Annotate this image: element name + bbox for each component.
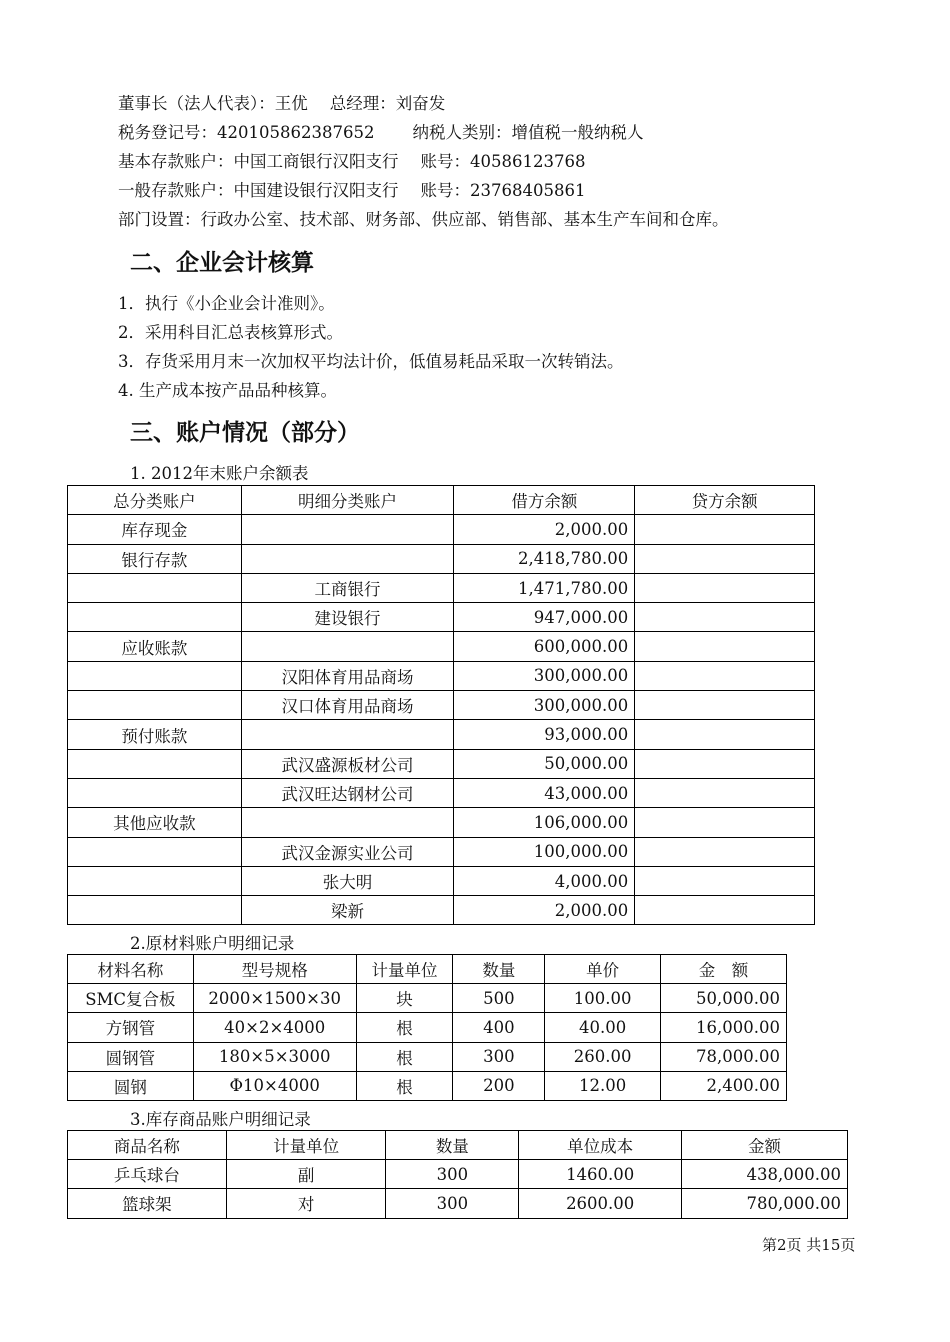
inventory-goods-header bbox=[68, 1131, 848, 1160]
table-cell: 1,471,780.00 bbox=[454, 573, 635, 602]
table-cell bbox=[635, 896, 815, 925]
table-cell: 40×2×4000 bbox=[193, 1013, 356, 1042]
table-cell: 300 bbox=[386, 1160, 519, 1189]
table2-caption: 2.原材料账户明细记录 bbox=[130, 934, 295, 953]
raw-materials-row bbox=[68, 984, 787, 1013]
table-cell: 300,000.00 bbox=[454, 661, 635, 690]
tax-id-text: 税务登记号：420105862387652 bbox=[118, 123, 375, 142]
table-cell: 400 bbox=[453, 1013, 545, 1042]
table-cell bbox=[635, 603, 815, 632]
balance-table bbox=[67, 485, 815, 925]
balance-table-row bbox=[68, 632, 815, 661]
table-cell bbox=[68, 896, 242, 925]
table-cell: 篮球架 bbox=[68, 1189, 227, 1218]
table-cell: 100,000.00 bbox=[454, 837, 635, 866]
table-cell bbox=[635, 808, 815, 837]
table-cell: 600,000.00 bbox=[454, 632, 635, 661]
table-cell: 根 bbox=[356, 1042, 453, 1071]
header-unit-cost: 单位成本 bbox=[519, 1131, 682, 1160]
header-spec: 型号规格 bbox=[193, 955, 356, 984]
table-cell: 武汉旺达钢材公司 bbox=[241, 778, 454, 807]
table-cell: 预付账款 bbox=[68, 720, 242, 749]
table-cell: 武汉金源实业公司 bbox=[241, 837, 454, 866]
table-cell: 500 bbox=[453, 984, 545, 1013]
table-cell bbox=[68, 837, 242, 866]
balance-table-row bbox=[68, 603, 815, 632]
table-cell: 乒乓球台 bbox=[68, 1160, 227, 1189]
general-account-number: 账号：23768405861 bbox=[420, 181, 586, 200]
table-cell: 2,000.00 bbox=[454, 896, 635, 925]
section2-item-3: 3．存货采用月末一次加权平均法计价，低值易耗品采取一次转销法。 bbox=[118, 352, 624, 371]
table-cell: 300,000.00 bbox=[454, 691, 635, 720]
table-cell: 300 bbox=[453, 1042, 545, 1071]
balance-table-row bbox=[68, 749, 815, 778]
balance-table-row bbox=[68, 691, 815, 720]
table-cell bbox=[635, 720, 815, 749]
balance-table-row bbox=[68, 573, 815, 602]
general-account-text: 一般存款账户：中国建设银行汉阳支行 bbox=[118, 181, 399, 200]
table-cell: 2000×1500×30 bbox=[193, 984, 356, 1013]
table-cell: 93,000.00 bbox=[454, 720, 635, 749]
table-cell: 工商银行 bbox=[241, 573, 454, 602]
table-cell: 2,000.00 bbox=[454, 515, 635, 544]
balance-table-row bbox=[68, 808, 815, 837]
table-cell bbox=[241, 720, 454, 749]
manager-text: 总经理：刘奋发 bbox=[329, 94, 446, 113]
balance-table-row bbox=[68, 720, 815, 749]
header-material-name: 材料名称 bbox=[68, 955, 194, 984]
balance-table-row bbox=[68, 896, 815, 925]
raw-materials-row bbox=[68, 1071, 787, 1100]
header-debit-balance: 借方余额 bbox=[454, 486, 635, 515]
section2-item-4: 4. 生产成本按产品品种核算。 bbox=[118, 381, 337, 400]
table-cell: 2,400.00 bbox=[661, 1071, 787, 1100]
balance-table-row bbox=[68, 778, 815, 807]
table-cell: Φ10×4000 bbox=[193, 1071, 356, 1100]
table-cell: 圆钢管 bbox=[68, 1042, 194, 1071]
table-cell: 12.00 bbox=[545, 1071, 661, 1100]
table-cell bbox=[635, 691, 815, 720]
table-cell: 78,000.00 bbox=[661, 1042, 787, 1071]
departments-text: 部门设置：行政办公室、技术部、财务部、供应部、销售部、基本生产车间和仓库。 bbox=[118, 210, 729, 229]
table-cell: 438,000.00 bbox=[682, 1160, 848, 1189]
section2-heading: 二、企业会计核算 bbox=[130, 250, 314, 276]
table-cell bbox=[68, 749, 242, 778]
table-cell bbox=[635, 661, 815, 690]
table-cell: 其他应收款 bbox=[68, 808, 242, 837]
header-credit-balance: 贷方余额 bbox=[635, 486, 815, 515]
header-unit: 计量单位 bbox=[226, 1131, 386, 1160]
balance-table-row bbox=[68, 661, 815, 690]
table-cell bbox=[241, 515, 454, 544]
table-cell: SMC复合板 bbox=[68, 984, 194, 1013]
balance-table-row bbox=[68, 544, 815, 573]
table-cell: 106,000.00 bbox=[454, 808, 635, 837]
table-cell: 根 bbox=[356, 1071, 453, 1100]
table-cell: 方钢管 bbox=[68, 1013, 194, 1042]
table-cell: 300 bbox=[386, 1189, 519, 1218]
table-cell bbox=[68, 603, 242, 632]
balance-table-header bbox=[68, 486, 815, 515]
table-cell bbox=[635, 632, 815, 661]
table-cell: 40.00 bbox=[545, 1013, 661, 1042]
section3-heading: 三、账户情况（部分） bbox=[130, 420, 360, 446]
basic-account-text: 基本存款账户：中国工商银行汉阳支行 bbox=[118, 152, 399, 171]
balance-table-row bbox=[68, 515, 815, 544]
header-unit-price: 单价 bbox=[545, 955, 661, 984]
table-cell: 库存现金 bbox=[68, 515, 242, 544]
table-cell bbox=[241, 632, 454, 661]
table-cell: 50,000.00 bbox=[454, 749, 635, 778]
raw-materials-row bbox=[68, 1042, 787, 1071]
table-cell: 100.00 bbox=[545, 984, 661, 1013]
table-cell: 对 bbox=[226, 1189, 386, 1218]
table-cell: 780,000.00 bbox=[682, 1189, 848, 1218]
table-cell bbox=[635, 778, 815, 807]
table-cell: 汉阳体育用品商场 bbox=[241, 661, 454, 690]
table-cell bbox=[68, 691, 242, 720]
table-cell bbox=[635, 515, 815, 544]
inventory-goods-table bbox=[67, 1130, 848, 1219]
table-cell: 梁新 bbox=[241, 896, 454, 925]
table-cell: 应收账款 bbox=[68, 632, 242, 661]
table-cell: 200 bbox=[453, 1071, 545, 1100]
intro-line-2 bbox=[118, 119, 643, 143]
table-cell: 50,000.00 bbox=[661, 984, 787, 1013]
inventory-goods-row bbox=[68, 1160, 848, 1189]
balance-table-row bbox=[68, 866, 815, 895]
table-cell bbox=[635, 544, 815, 573]
table3-caption: 3.库存商品账户明细记录 bbox=[130, 1110, 311, 1129]
table-cell: 副 bbox=[226, 1160, 386, 1189]
table-cell: 圆钢 bbox=[68, 1071, 194, 1100]
table-cell: 2600.00 bbox=[519, 1189, 682, 1218]
header-detail-account: 明细分类账户 bbox=[241, 486, 454, 515]
taxpayer-type-text: 纳税人类别：增值税一般纳税人 bbox=[412, 123, 644, 142]
table-cell bbox=[241, 808, 454, 837]
table-cell: 武汉盛源板材公司 bbox=[241, 749, 454, 778]
page-number: 第2页 共15页 bbox=[762, 1236, 856, 1254]
table-cell: 汉口体育用品商场 bbox=[241, 691, 454, 720]
table-cell: 银行存款 bbox=[68, 544, 242, 573]
intro-line-1 bbox=[118, 90, 445, 114]
table-cell: 947,000.00 bbox=[454, 603, 635, 632]
table-cell bbox=[241, 544, 454, 573]
table-cell: 建设银行 bbox=[241, 603, 454, 632]
raw-materials-header bbox=[68, 955, 787, 984]
chairman-text: 董事长（法人代表）：王优 bbox=[118, 94, 308, 113]
table-cell: 2,418,780.00 bbox=[454, 544, 635, 573]
inventory-goods-row bbox=[68, 1189, 848, 1218]
header-amount: 金 额 bbox=[661, 955, 787, 984]
intro-line-3 bbox=[118, 148, 585, 172]
table-cell bbox=[635, 837, 815, 866]
raw-materials-table bbox=[67, 954, 787, 1101]
table-cell: 260.00 bbox=[545, 1042, 661, 1071]
section2-item-1: 1．执行《小企业会计准则》。 bbox=[118, 294, 335, 313]
balance-table-row bbox=[68, 837, 815, 866]
section2-item-2: 2．采用科目汇总表核算形式。 bbox=[118, 323, 343, 342]
intro-line-4 bbox=[118, 177, 585, 201]
table-cell bbox=[68, 866, 242, 895]
basic-account-number: 账号：40586123768 bbox=[420, 152, 586, 171]
table-cell: 1460.00 bbox=[519, 1160, 682, 1189]
table-cell: 180×5×3000 bbox=[193, 1042, 356, 1071]
table-cell: 张大明 bbox=[241, 866, 454, 895]
header-unit: 计量单位 bbox=[356, 955, 453, 984]
header-product-name: 商品名称 bbox=[68, 1131, 227, 1160]
table-cell bbox=[68, 573, 242, 602]
table-cell bbox=[635, 573, 815, 602]
table-cell bbox=[635, 866, 815, 895]
table1-caption: 1. 2012年末账户余额表 bbox=[130, 464, 309, 483]
header-quantity: 数量 bbox=[453, 955, 545, 984]
header-amount: 金额 bbox=[682, 1131, 848, 1160]
header-general-account: 总分类账户 bbox=[68, 486, 242, 515]
table-cell: 块 bbox=[356, 984, 453, 1013]
table-cell: 16,000.00 bbox=[661, 1013, 787, 1042]
table-cell: 43,000.00 bbox=[454, 778, 635, 807]
table-cell: 4,000.00 bbox=[454, 866, 635, 895]
table-cell bbox=[635, 749, 815, 778]
table-cell bbox=[68, 661, 242, 690]
header-quantity: 数量 bbox=[386, 1131, 519, 1160]
table-cell bbox=[68, 778, 242, 807]
raw-materials-row bbox=[68, 1013, 787, 1042]
table-cell: 根 bbox=[356, 1013, 453, 1042]
